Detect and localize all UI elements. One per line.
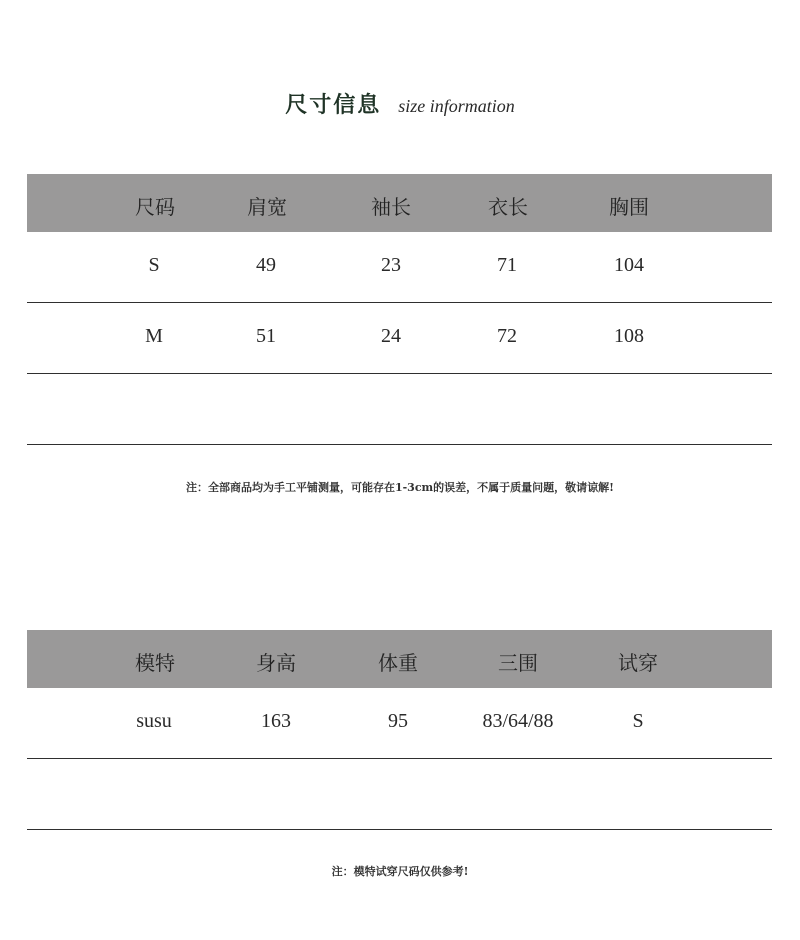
- cell-sleeve: 23: [381, 254, 401, 276]
- cell-measurements: 83/64/88: [482, 710, 554, 732]
- table-row: [27, 688, 772, 759]
- model-table: [27, 630, 772, 830]
- title-english: size information: [398, 96, 515, 116]
- model-table-header: [27, 630, 772, 688]
- cell-shoulder: 51: [256, 325, 276, 347]
- table-row-empty: [27, 759, 772, 830]
- cell-height: 163: [261, 710, 291, 732]
- table-row-empty: [27, 374, 772, 445]
- cell-sleeve: 24: [381, 325, 401, 347]
- header-model: 模特: [135, 651, 175, 675]
- table-row: [27, 232, 772, 303]
- header-length: 衣长: [488, 195, 528, 219]
- model-note: 注：模特试穿尺码仅供参考!: [331, 865, 469, 878]
- cell-size: M: [145, 325, 163, 347]
- size-table-header: [27, 174, 772, 232]
- cell-bust: 108: [614, 325, 644, 347]
- cell-size: S: [148, 254, 160, 276]
- measurement-note: 注：全部商品均为手工平铺测量，可能存在1-3cm的误差，不属于质量问题，敬请谅解!: [185, 481, 615, 494]
- header-height: 身高: [256, 651, 296, 675]
- header-tried-size: 试穿: [618, 651, 658, 675]
- cell-bust: 104: [614, 254, 644, 276]
- size-table: [27, 174, 772, 445]
- cell-tried-size: S: [632, 710, 644, 732]
- cell-length: 72: [497, 325, 517, 347]
- header-weight: 体重: [378, 651, 418, 675]
- page-title: [0, 88, 800, 119]
- cell-model: susu: [136, 710, 172, 732]
- header-size: 尺码: [135, 195, 175, 219]
- header-bust: 胸围: [609, 195, 649, 219]
- cell-length: 71: [497, 254, 517, 276]
- table-row: [27, 303, 772, 374]
- cell-shoulder: 49: [256, 254, 276, 276]
- cell-weight: 95: [388, 710, 408, 732]
- header-sleeve: 袖长: [371, 195, 411, 219]
- title-chinese: 尺寸信息: [285, 92, 382, 118]
- header-measurements: 三围: [498, 651, 538, 675]
- header-shoulder: 肩宽: [247, 195, 287, 219]
